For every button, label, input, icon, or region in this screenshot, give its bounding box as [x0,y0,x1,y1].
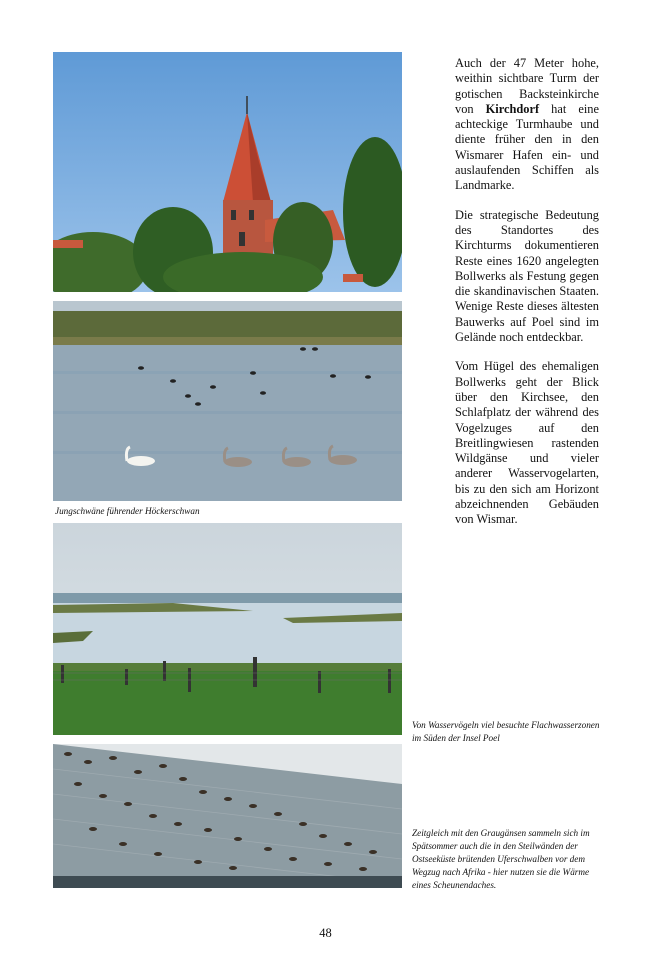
page-number: 48 [319,926,332,940]
swans-photo [53,301,402,501]
swallows-roof-photo [53,744,402,888]
paragraph-church [455,56,599,194]
body-text-column [455,56,599,542]
caption-swans: Jungschwäne führender Höckerschwan [55,506,200,516]
paragraph-church-part2: hat eine achteckige Turmhaube und diente früher den in den Wismarer Hafen ein- und auslaufenden Schiffen als Landmarke. [455,101,599,193]
paragraph-view: Vom Hügel des ehemaligen Bollwerks geht der Blick über den Kirchsee, den Schlafplatz der während des Vogelzuges auf den Breitlingwiesen rastenden Wildgänse und vieler anderer Wasservogelarten, bis zu den sich am Horizont abzeichnenden Gebäuden von Wismar. [455,359,599,527]
church-tower-photo [53,52,402,292]
paragraph-church-part1: Auch der 47 Meter hohe, weithin sichtbare Turm der gotischen Backsteinkirche von [455,56,599,116]
kirchdorf-bold: Kirchdorf [485,101,540,116]
paragraph-bollwerk: Die strategische Bedeutung des Standortes des Kirchturms dokumentieren Reste eines 1620 angelegten Bollwerks als Festung gegen die skandinavischen Staaten. Wenige Reste dieses ältesten Bauwerks auf Poel sind im Gelände noch entdeckbar. [455,207,599,345]
shallow-water-photo [53,523,402,735]
caption-swallows: Zeitgleich mit den Graugänsen sammeln sich im Spätsommer auch die in den Steilwänden der Ostseeküste brütenden Uferschwalben vor dem Wegzug nach Afrika - hier nutzen sie die Wärme eines Scheunendaches. [412,828,590,890]
caption-water: Von Wasservögeln viel besuchte Flachwasserzonen im Süden der Insel Poel [412,720,600,743]
